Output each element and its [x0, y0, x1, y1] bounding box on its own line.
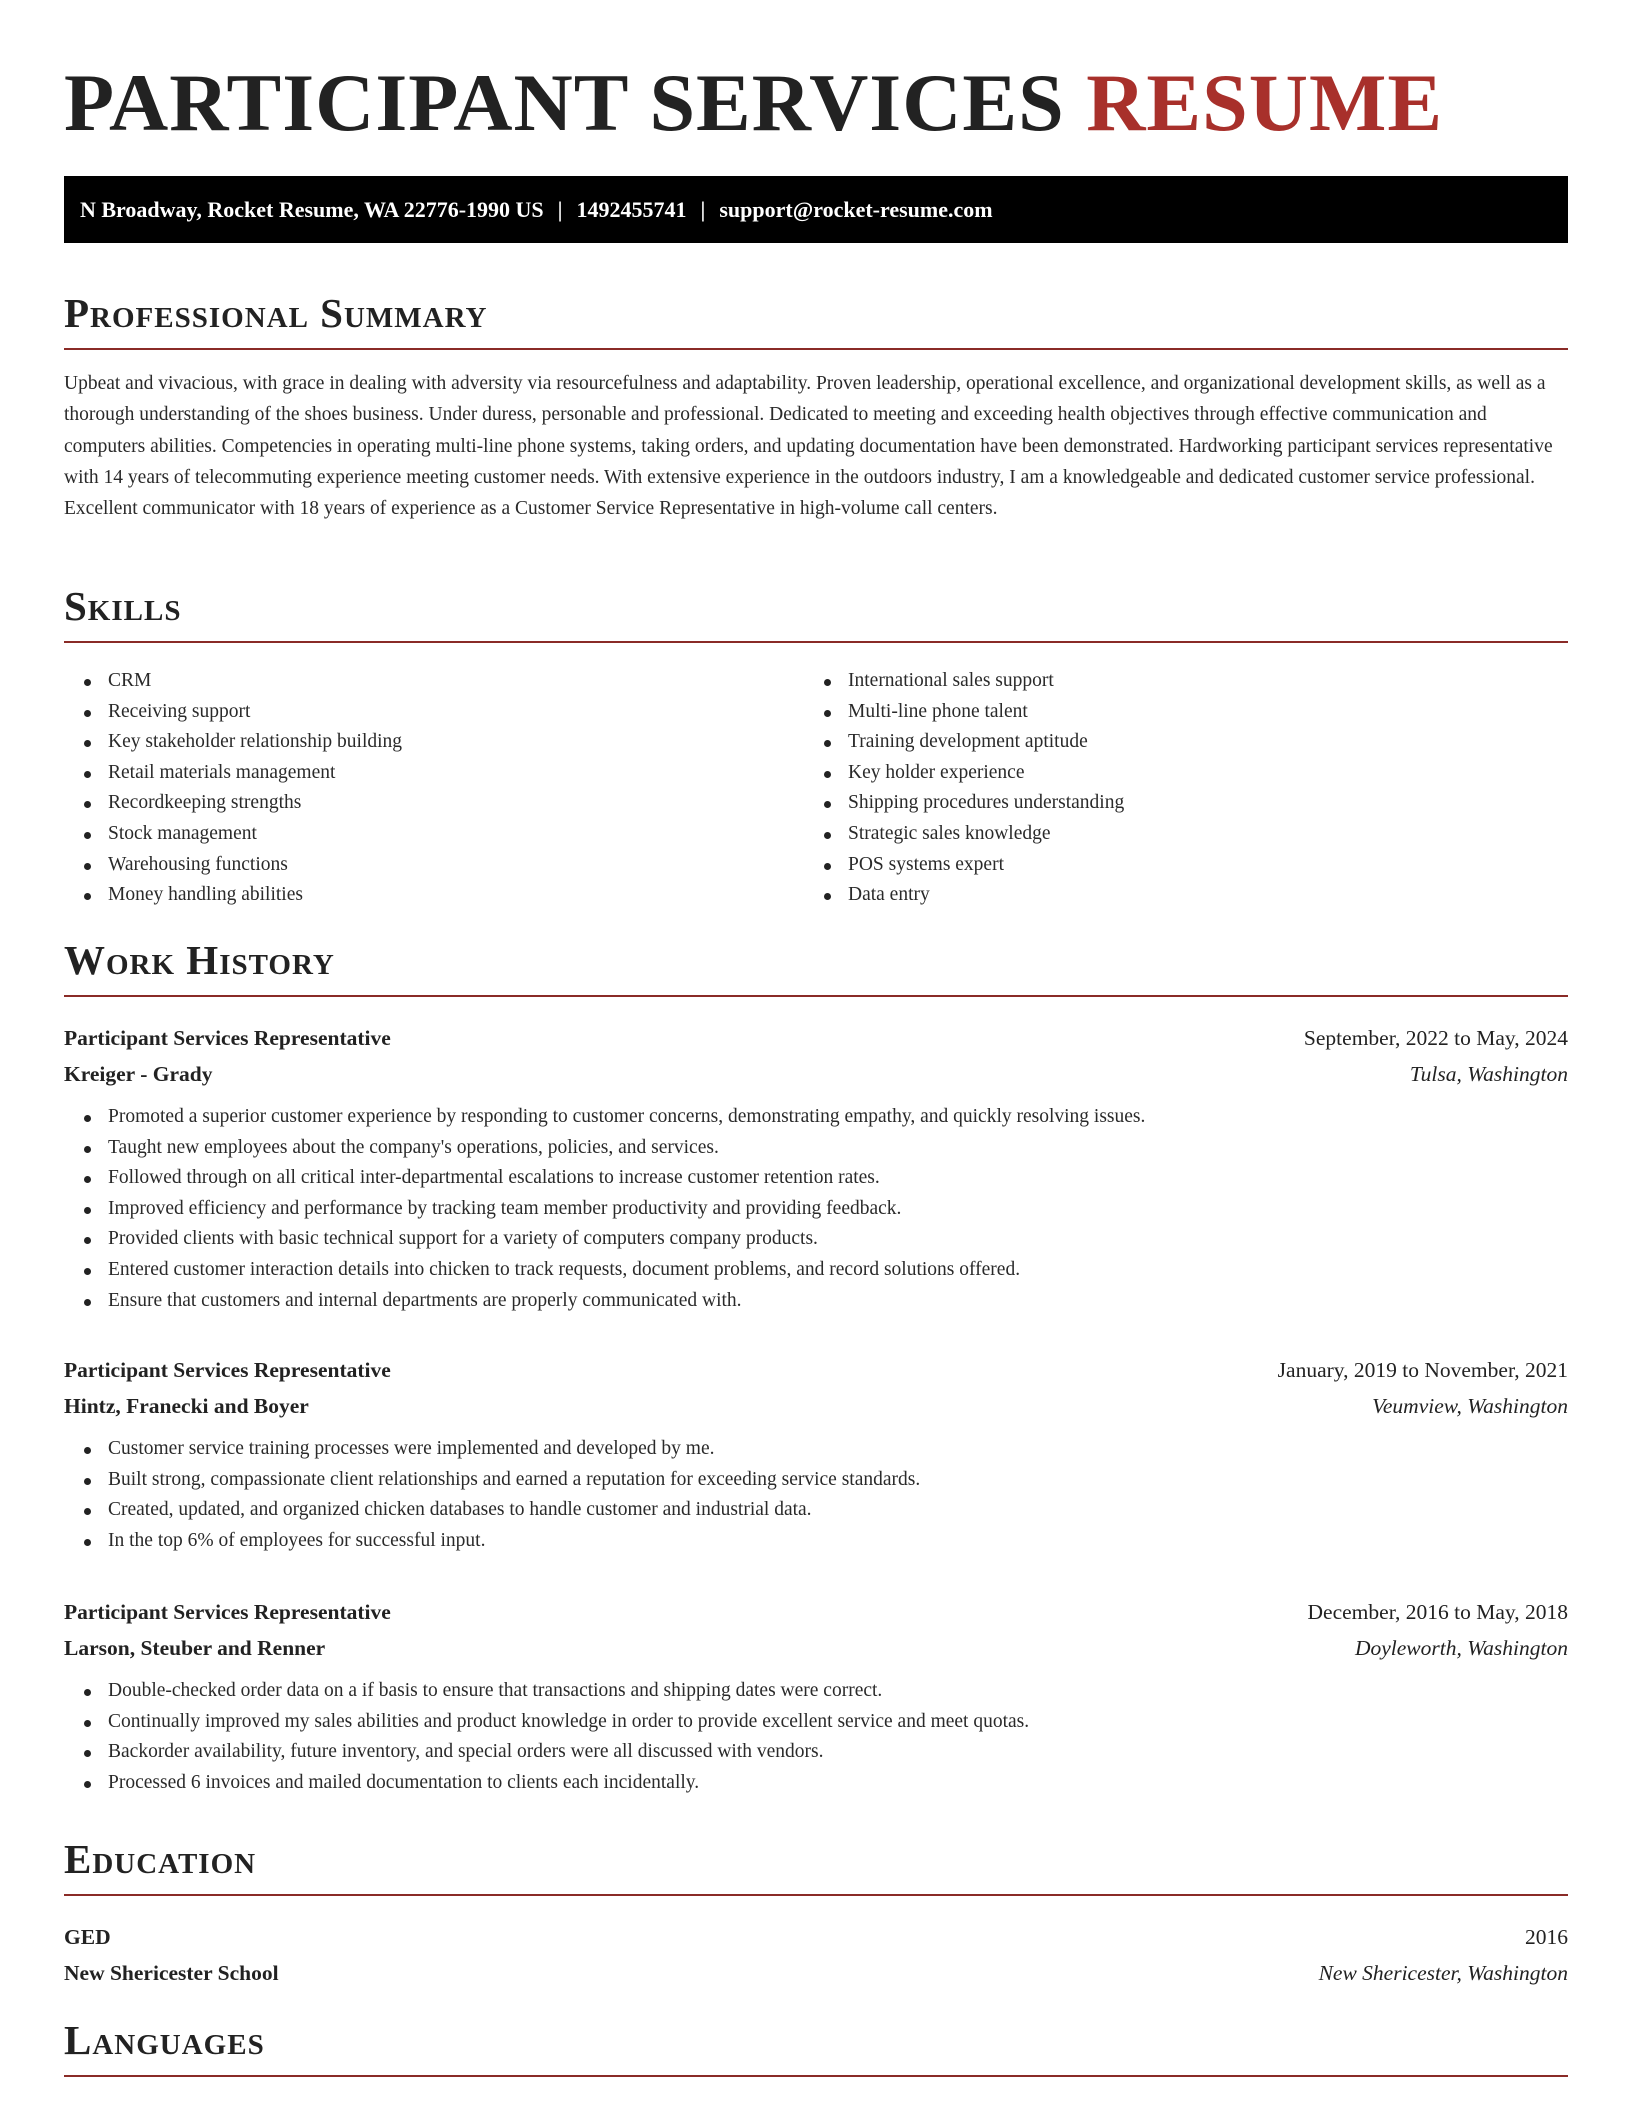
job-dates: December, 2016 to May, 2018 [1307, 1600, 1568, 1624]
skill-item: Retail materials management [64, 758, 764, 789]
education-year: 2016 [1525, 1925, 1568, 1949]
job-header-row [64, 1352, 1568, 1388]
section-heading-languages: Languages [64, 2015, 1568, 2077]
contact-separator: | [700, 197, 706, 222]
skill-item: Shipping procedures understanding [804, 788, 1504, 819]
job-bullet: Entered customer interaction details into chicken to track requests, document problems, and record solutions offered. [64, 1255, 1568, 1286]
job-bullet: Continually improved my sales abilities and product knowledge in order to provide excellent service and meet quotas. [64, 1707, 1568, 1738]
contact-bar [64, 176, 1568, 243]
section-heading-skills: Skills [64, 581, 1568, 643]
job-bullet: Built strong, compassionate client relationships and earned a reputation for exceeding service standards. [64, 1465, 1568, 1496]
skill-item: Recordkeeping strengths [64, 788, 764, 819]
education-degree: GED [64, 1925, 111, 1949]
job-header-row [64, 1594, 1568, 1630]
job-company: Hintz, Franecki and Boyer [64, 1394, 309, 1418]
job-location: Tulsa, Washington [1409, 1062, 1568, 1086]
skill-item: Data entry [804, 880, 1504, 911]
section-heading-summary: Professional Summary [64, 288, 1568, 350]
job-bullet: Improved efficiency and performance by tracking team member productivity and providing feedback. [64, 1194, 1568, 1225]
skill-item: Multi-line phone talent [804, 697, 1504, 728]
job-entry [64, 1020, 1568, 1316]
contact-email[interactable]: support@rocket-resume.com [719, 197, 993, 222]
contact-separator: | [557, 197, 563, 222]
job-company: Kreiger - Grady [64, 1062, 213, 1086]
title-main: PARTICIPANT SERVICES [64, 57, 1065, 148]
skill-item: Warehousing functions [64, 850, 764, 881]
section-heading-education: Education [64, 1834, 1568, 1896]
job-bullet: Followed through on all critical inter-departmental escalations to increase customer retention rates. [64, 1163, 1568, 1194]
contact-phone: 1492455741 [576, 197, 687, 222]
section-heading-work-history: Work History [64, 935, 1568, 997]
job-company-row [64, 1630, 1568, 1666]
education-entry [64, 1919, 1568, 1991]
job-company-row [64, 1388, 1568, 1424]
skill-item: International sales support [804, 666, 1504, 697]
job-location: Doyleworth, Washington [1354, 1636, 1568, 1660]
skill-item: Training development aptitude [804, 727, 1504, 758]
job-company: Larson, Steuber and Renner [64, 1636, 326, 1660]
skills-column-2 [804, 666, 1504, 911]
job-bullet: Provided clients with basic technical support for a variety of computers company products. [64, 1224, 1568, 1255]
education-school: New Shericester School [64, 1961, 279, 1985]
education-school-row [64, 1955, 1568, 1991]
job-location: Veumview, Washington [1372, 1394, 1568, 1418]
job-title: Participant Services Representative [64, 1026, 391, 1050]
skill-item: CRM [64, 666, 764, 697]
job-bullets [64, 1434, 1568, 1556]
contact-address: N Broadway, Rocket Resume, WA 22776-1990 US [80, 197, 544, 222]
education-header-row [64, 1919, 1568, 1955]
skill-item: Key stakeholder relationship building [64, 727, 764, 758]
job-bullet: In the top 6% of employees for successful input. [64, 1526, 1568, 1557]
skill-item: Receiving support [64, 697, 764, 728]
professional-summary: Upbeat and vivacious, with grace in dealing with adversity via resourcefulness and adaptability. Proven leadership, operational excellence, and organizational development skills, as well as a thorough understanding of the shoes business. Under duress, personable and professional. Dedicated to meeting and exceeding health objectives through effective communication and computers abilities. Competencies in operating multi-line phone systems, taking orders, and updating documentation have been demonstrated. Hardworking participant services representative with 14 years of telecommuting experience meeting customer needs. With extensive experience in the outdoors industry, I am a knowledgeable and dedicated customer service professional. Excellent communicator with 18 years of experience as a Customer Service Representative in high-volume call centers. [64, 373, 1553, 520]
job-bullet: Backorder availability, future inventory, and special orders were all discussed with vendors. [64, 1737, 1568, 1768]
skill-item: POS systems expert [804, 850, 1504, 881]
job-company-row [64, 1056, 1568, 1092]
job-dates: January, 2019 to November, 2021 [1277, 1358, 1568, 1382]
job-bullet: Ensure that customers and internal departments are properly communicated with. [64, 1286, 1568, 1317]
job-bullet: Taught new employees about the company's operations, policies, and services. [64, 1133, 1568, 1164]
job-entry [64, 1352, 1568, 1556]
job-title: Participant Services Representative [64, 1600, 391, 1624]
job-header-row [64, 1020, 1568, 1056]
job-dates: September, 2022 to May, 2024 [1303, 1026, 1568, 1050]
job-bullet: Double-checked order data on a if basis to ensure that transactions and shipping dates were correct. [64, 1676, 1568, 1707]
skills-column-1 [64, 666, 764, 911]
job-bullet: Created, updated, and organized chicken databases to handle customer and industrial data. [64, 1495, 1568, 1526]
page-title [64, 58, 1443, 148]
skill-item: Money handling abilities [64, 880, 764, 911]
job-bullet: Promoted a superior customer experience by responding to customer concerns, demonstrating empathy, and quickly resolving issues. [64, 1102, 1568, 1133]
job-bullet: Customer service training processes were implemented and developed by me. [64, 1434, 1568, 1465]
job-entry [64, 1594, 1568, 1798]
skill-item: Stock management [64, 819, 764, 850]
job-bullet: Processed 6 invoices and mailed documentation to clients each incidentally. [64, 1768, 1568, 1799]
job-bullets [64, 1102, 1568, 1316]
job-bullets [64, 1676, 1568, 1798]
education-location: New Shericester, Washington [1318, 1961, 1568, 1985]
title-accent: RESUME [1086, 57, 1444, 148]
skill-item: Strategic sales knowledge [804, 819, 1504, 850]
job-title: Participant Services Representative [64, 1358, 391, 1382]
skill-item: Key holder experience [804, 758, 1504, 789]
